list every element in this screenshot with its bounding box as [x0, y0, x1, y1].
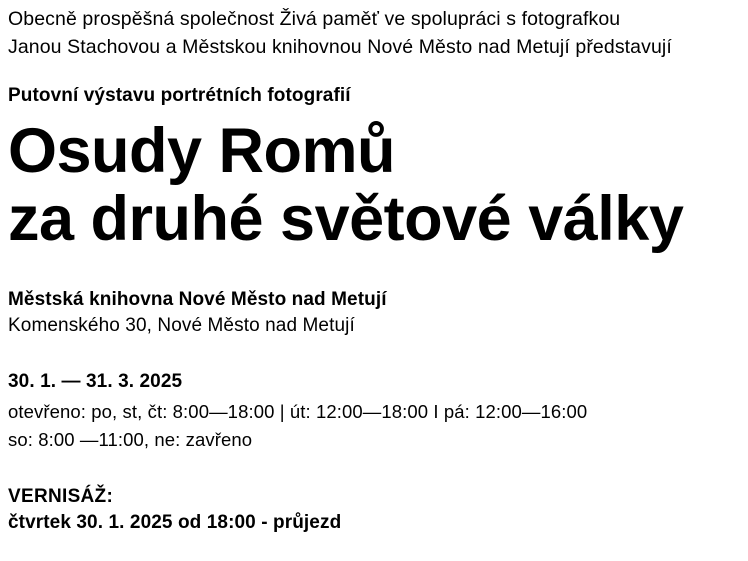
poster-title [8, 117, 740, 253]
vernissage-label: VERNISÁŽ: [8, 485, 114, 507]
venue-address: Komenského 30, Nové Město nad Metují [8, 315, 355, 337]
venue-name: Městská knihovna Nové Město nad Metují [8, 289, 387, 311]
opening-hours [8, 398, 740, 454]
opening-hours-line-2: so: 8:00 —11:00, ne: zavřeno [8, 429, 253, 451]
intro-line-1: Obecně prospěšná společnost Živá paměť ve spolupráci s fotografkou [8, 8, 621, 30]
opening-hours-line-1: otevřeno: po, st, čt: 8:00—18:00 | út: 12:00—18:00 I pá: 12:00—16:00 [8, 401, 588, 423]
exhibition-dates: 30. 1. — 31. 3. 2025 [8, 371, 183, 393]
intro-line-2: Janou Stachovou a Městskou knihovnou Nové Město nad Metují představují [8, 35, 672, 58]
exhibition-subtitle: Putovní výstavu portrétních fotografií [8, 85, 351, 107]
title-line-1: Osudy Romů [8, 116, 396, 187]
vernissage-detail: čtvrtek 30. 1. 2025 od 18:00 - průjezd [8, 511, 342, 533]
title-line-2: za druhé světové války [8, 184, 684, 255]
intro-paragraph [8, 6, 740, 61]
